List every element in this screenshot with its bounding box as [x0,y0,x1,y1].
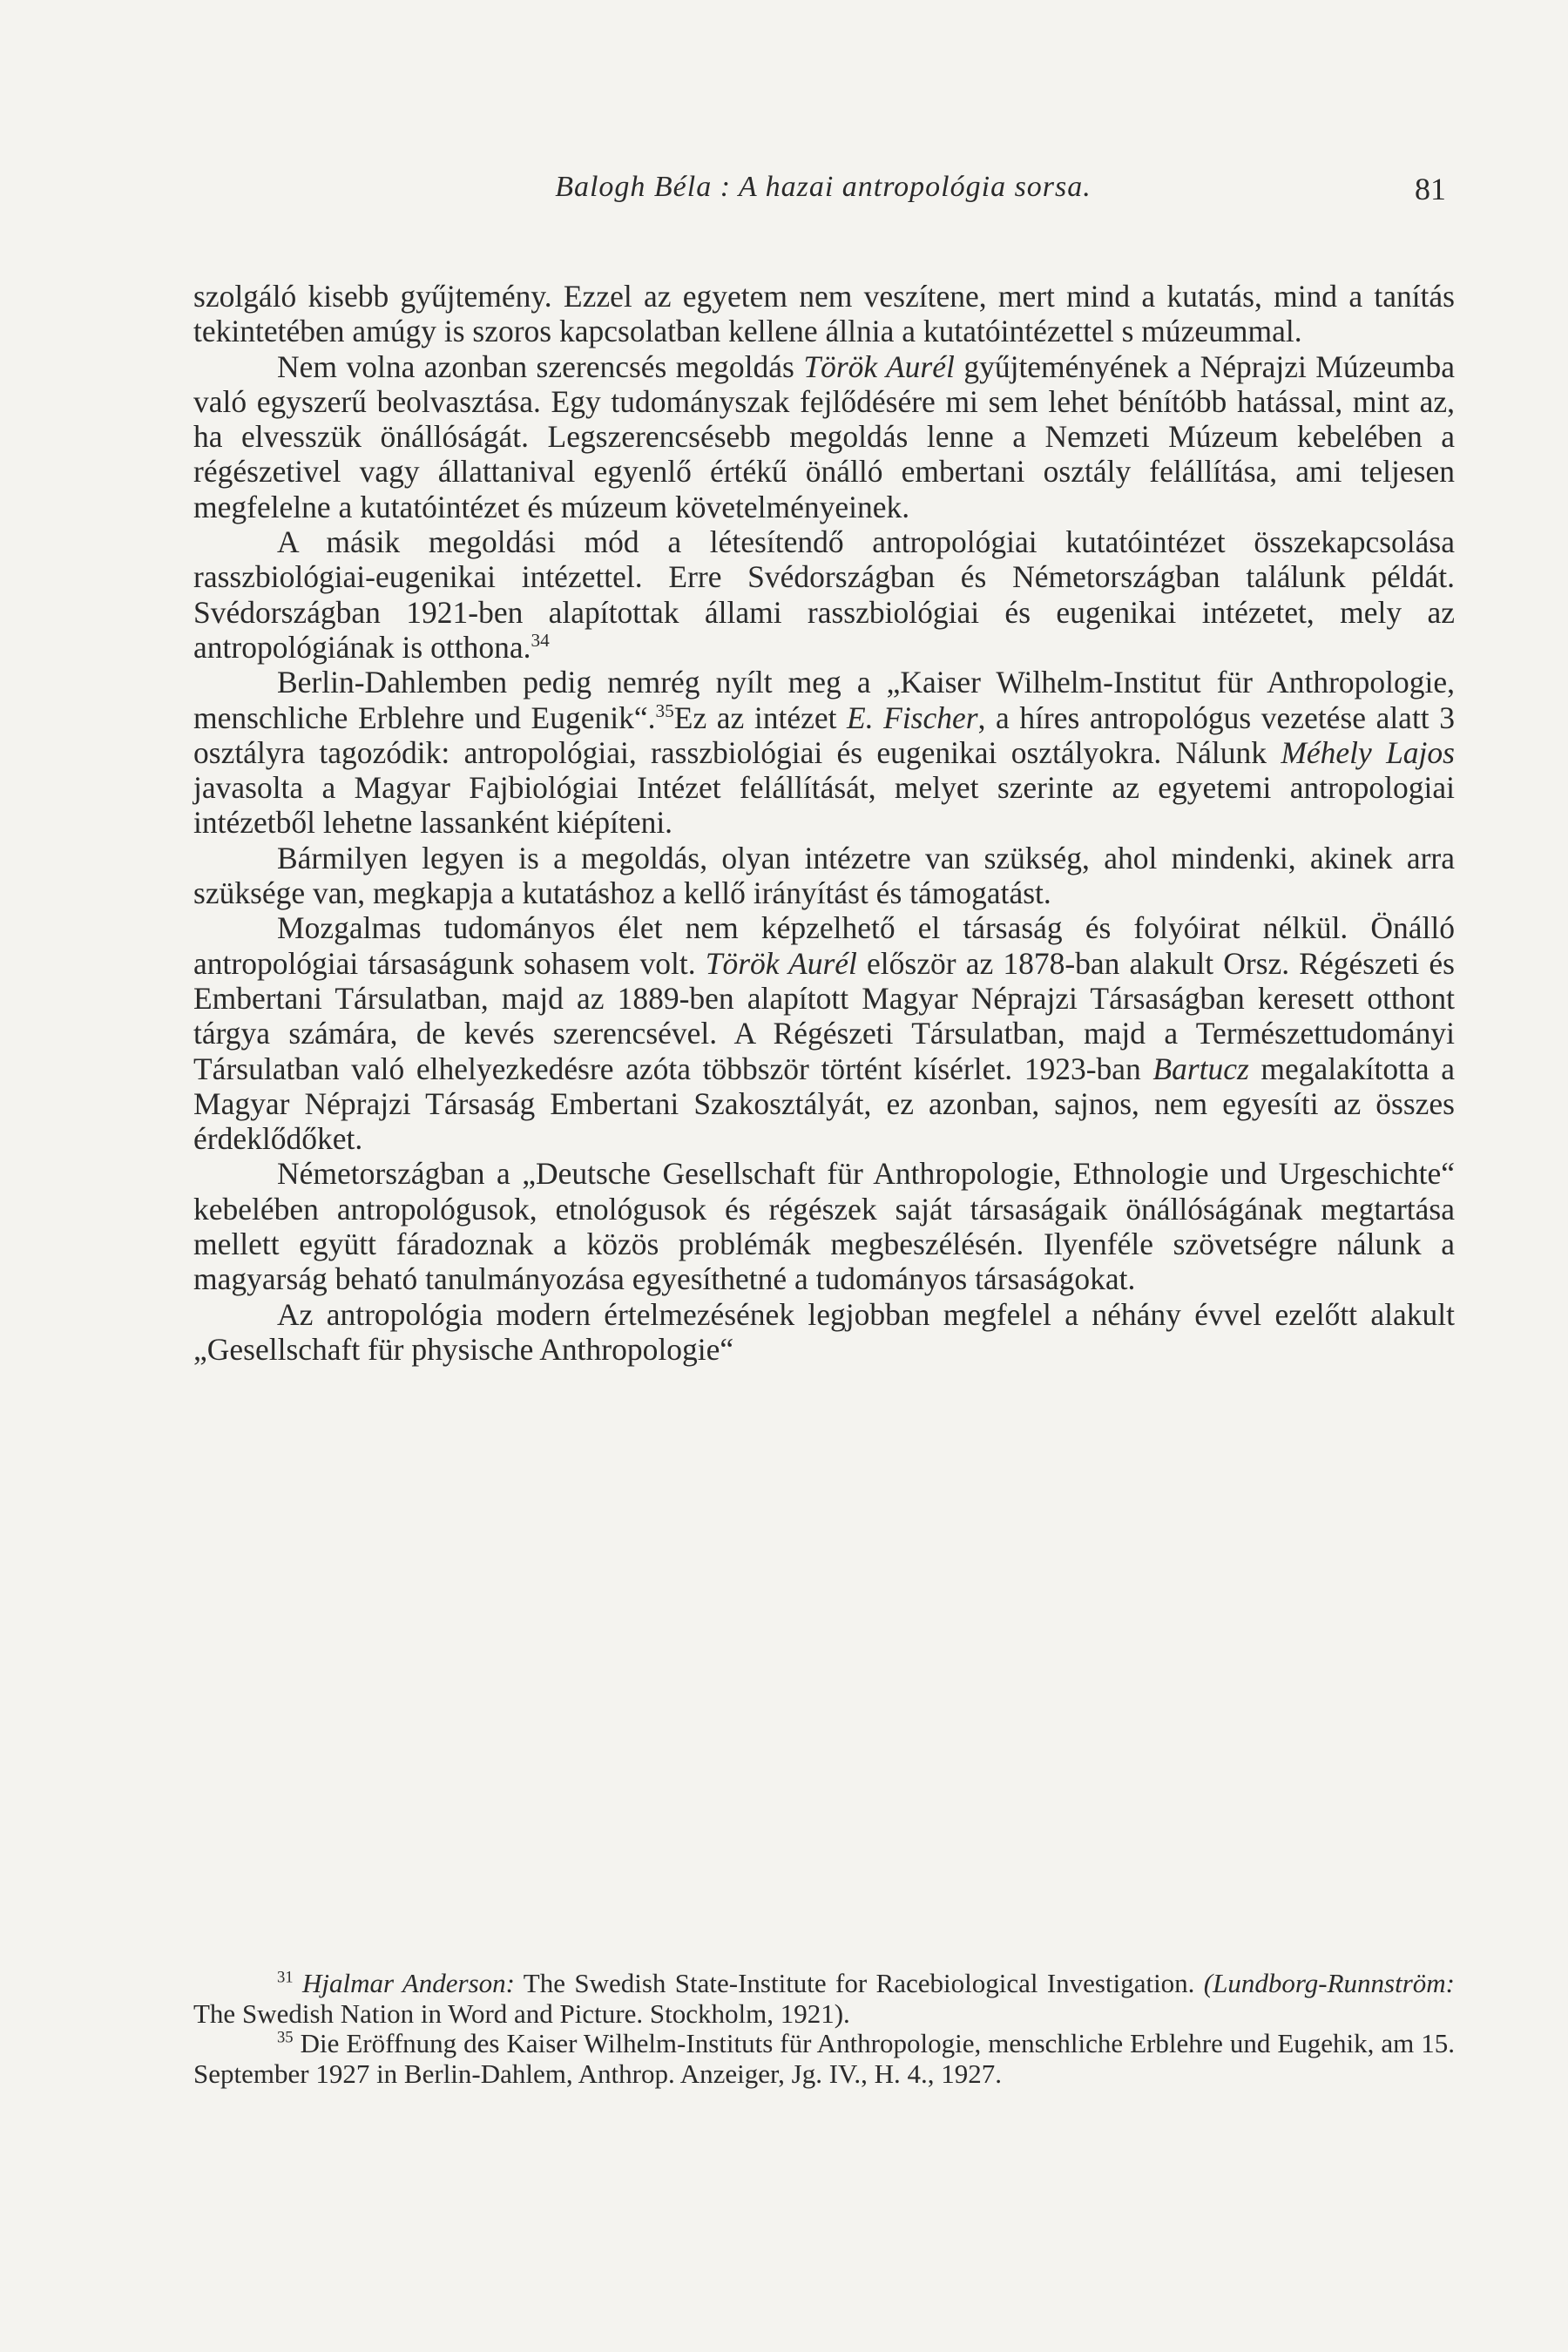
person-name: Méhely Lajos [1281,734,1455,770]
running-title: Balogh Béla : A hazai antropológia sorsa. [555,171,1092,203]
person-name: Bartucz [1152,1051,1249,1086]
paragraph-2: Nem volna azonban szerencsés megoldás Török Aurél gyűjteményének a Néprajzi Múzeumba való egyszerű beolvasztása. Egy tudományszak fejlődésére mi sem lehet bénítóbb hatással, mint az, ha elvesszük önállóságát. Legszerencsésebb megoldás lenne a Nemzeti Múzeum kebelében a régészetivel vagy állattanival egyenlő értékű önálló embertani osztály felállítása, ami teljesen megfelelne a kutatóintézet és múzeum követelményeinek. [193,348,1455,524]
paragraph-3: A másik megoldási mód a létesítendő antropológiai kutatóintézet összekapcsolása rasszbiológiai-eugenikai intézettel. Erre Svédországban és Németországban találunk példát. Svédországban 1921-ben alapítottak állami rasszbiológiai és eugenikai intézetet, mely az antropológiának is otthona.$^{34}$ [193,524,1455,665]
person-name: Török Aurél [803,348,955,384]
footnote-ref: 34 [531,630,550,652]
paragraph-1: szolgáló kisebb gyűjtemény. Ezzel az egyetem nem veszítene, mert mind a kutatás, mind a tanítás tekintetében amúgy is szoros kapcsolatban kellene állnia a kutatóintézettel s múzeummal. [193,279,1455,349]
body-text [193,279,1455,1367]
person-name: Török Aurél [705,945,857,981]
paragraph-6: Mozgalmas tudományos élet nem képzelhető el társaság és folyóirat nélkül. Önálló antropológiai társaságunk sohasem volt. Török Aurél először az 1878-ban alakult Orsz. Régészeti és Embertani Társulatban, majd az 1889-ben alapított Magyar Néprajzi Társaságban keresett otthont tárgya számára, de kevés szerencsével. A Régészeti Társulatban, majd a Természettudományi Társulatban való elhelyezkedésre azóta többször történt kísérlet. 1923-ban Bartucz megalakította a Magyar Néprajzi Társaság Embertani Szakosztályát, ez azonban, sajnos, nem egyesíti az összes érdeklődőket. [193,910,1455,1157]
page-header [200,171,1446,223]
page-number: 81 [1415,172,1446,206]
footnote-35: $^{35}$ Die Eröffnung des Kaiser Wilhelm-Instituts für Anthropologie, menschliche Erblehre und Eugehik, am 15. September 1927 in Berlin-Dahlem, Anthrop. Anzeiger, Jg. IV., H. 4., 1927. [193,2028,1456,2089]
paragraph-4: Berlin-Dahlemben pedig nemrég nyílt meg a „Kaiser Wilhelm-Institut für Anthropologie, menschliche Erblehre und Eugenik“.$^{35}$Ez az intézet E. Fischer, a híres antropológus vezetése alatt 3 osztályra tagozódik: antropológiai, rasszbiológiai és eugenikai osztályokra. Nálunk Méhely Lajos javasolta a Magyar Fajbiológiai Intézet felállítását, melyet szerinte az egyetemi antropologiai intézetből lehetne lassanként kiépíteni. [193,665,1455,841]
footnote-number: 31 [277,1968,294,1987]
person-name: E. Fischer [847,700,978,735]
paragraph-8: Az antropológia modern értelmezésének legjobban megfelel a néhány évvel ezelőtt alakult „Gesellschaft für physische Anthropologie“ [193,1296,1455,1367]
footnote-31: $^{31}$ Hjalmar Anderson: The Swedish State-Institute for Racebiological Investigation. (Lundborg-Runnström: The Swedish Nation in Word and Picture. Stockholm, 1921). [193,1968,1455,2029]
footnotes [193,1969,1455,2089]
paragraph-5: Bármilyen legyen is a megoldás, olyan intézetre van szükség, ahol mindenki, akinek arra szüksége van, megkapja a kutatáshoz a kellő irányítást és támogatást. [193,840,1455,911]
paragraph-7: Németországban a „Deutsche Gesellschaft für Anthropologie, Ethnologie und Urgeschichte“ kebelében antropológusok, etnológusok és régészek saját társaságaik önállóságának megtartása mellett együtt fáradoznak a közös problémák megbeszélésén. Ilyenféle szövetségre nálunk a magyarság beható tanulmányozása egyesíthetné a tudományos társaságokat. [193,1156,1455,1297]
footnote-ref: 35 [655,700,674,721]
footnote-number: 35 [277,2028,294,2047]
